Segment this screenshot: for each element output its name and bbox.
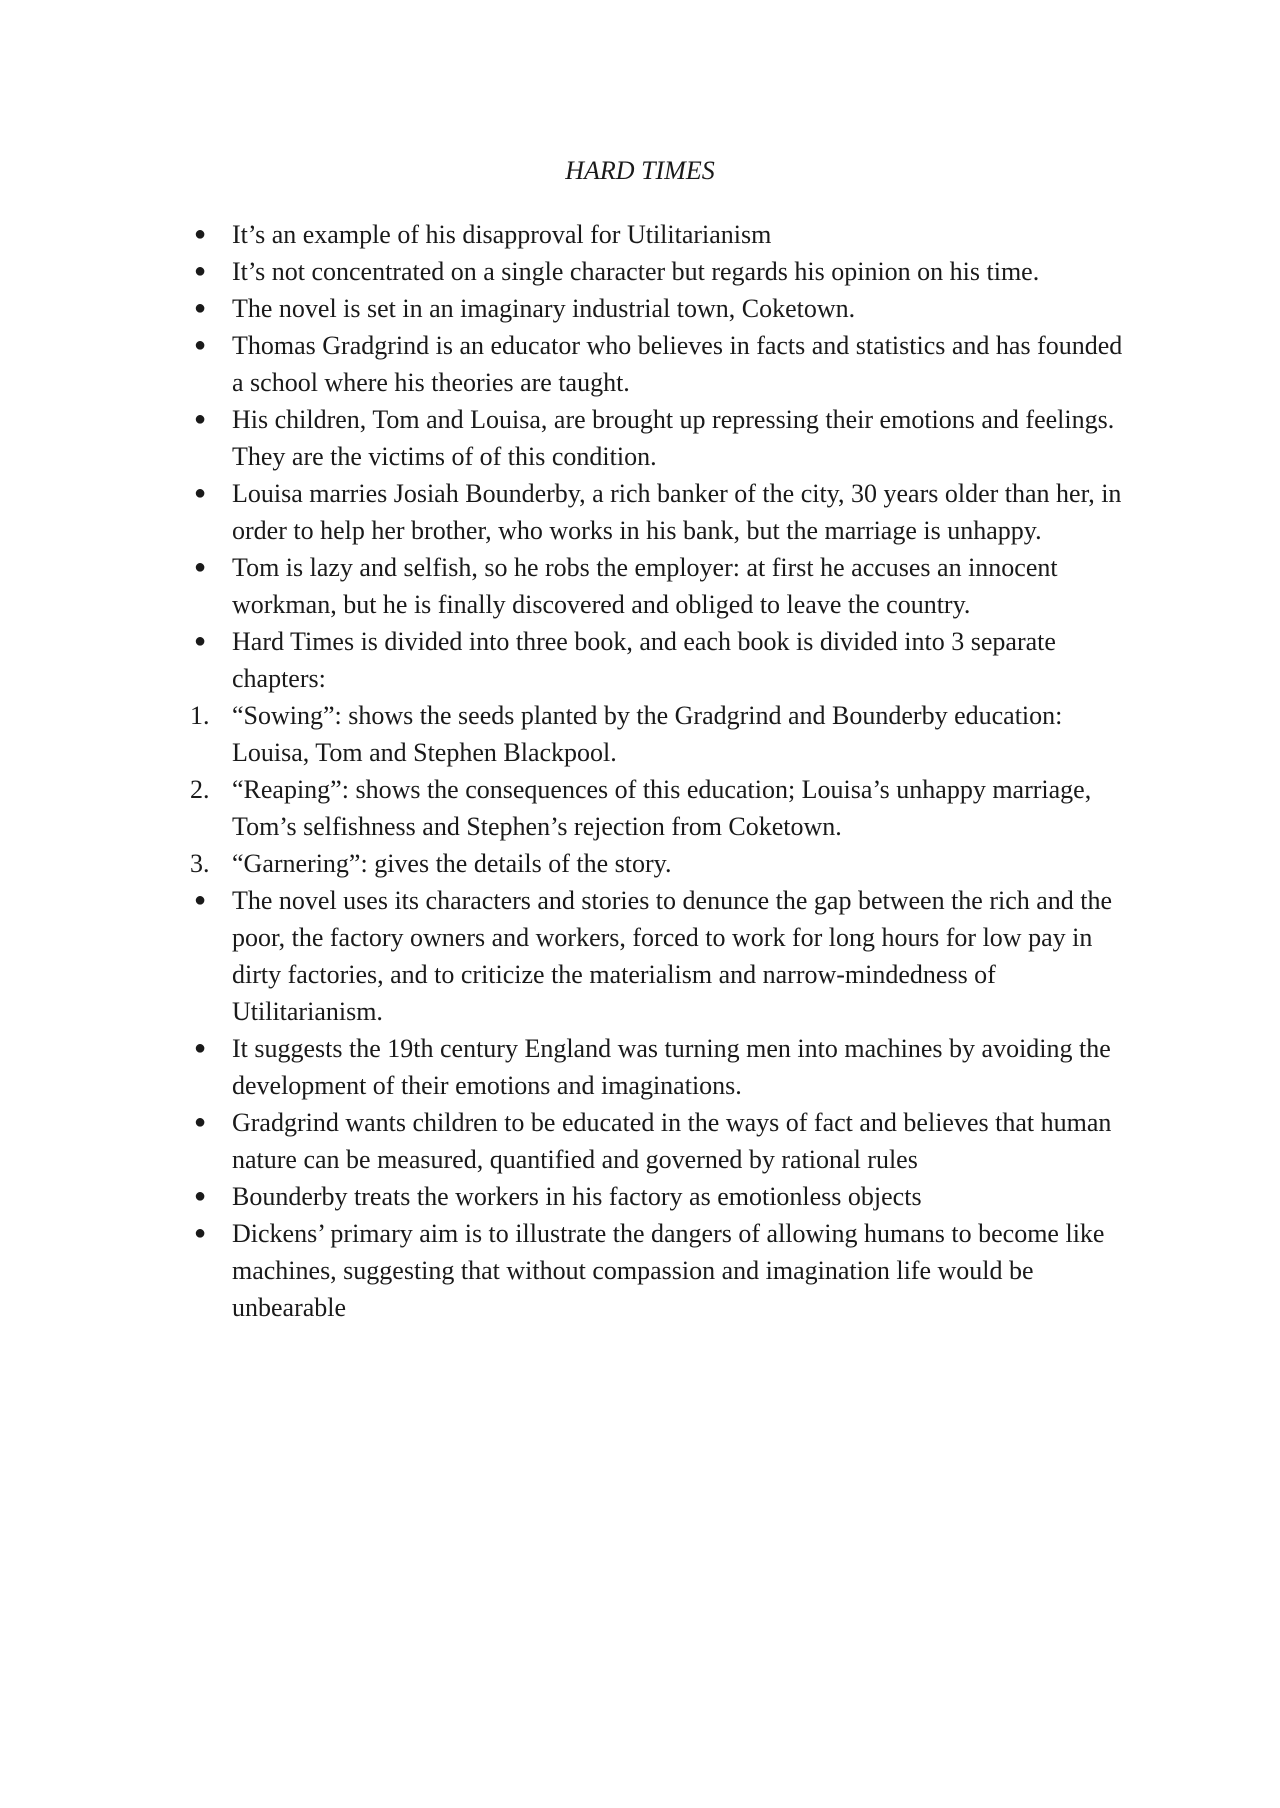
number-marker: 3.	[190, 849, 210, 878]
bullet-marker: ●	[194, 334, 207, 356]
bullet-marker: ●	[194, 1037, 207, 1059]
bullet-list-item	[194, 216, 1132, 253]
bullet-list-item	[194, 290, 1132, 327]
bullet-list-item	[194, 549, 1132, 623]
notes-list	[190, 216, 1132, 1326]
bullet-list-item	[194, 1215, 1132, 1326]
number-marker: 2.	[190, 775, 210, 804]
list-item-text: Gradgrind wants children to be educated in the ways of fact and believes that human nature can be measured, quantified and governed by rational rules	[232, 1108, 1112, 1174]
list-item-text: His children, Tom and Louisa, are brought up repressing their emotions and feelings. They are the victims of of this condition.	[232, 405, 1115, 471]
bullet-list-item	[194, 882, 1132, 1030]
bullet-list-item	[194, 475, 1132, 549]
bullet-marker: ●	[194, 556, 207, 578]
bullet-list-item	[194, 327, 1132, 401]
list-item-text: The novel is set in an imaginary industrial town, Coketown.	[232, 294, 856, 323]
list-item-text: Dickens’ primary aim is to illustrate the dangers of allowing humans to become like machines, suggesting that without compassion and imagination life would be unbearable	[232, 1219, 1105, 1322]
bullet-marker: ●	[194, 260, 207, 282]
bullet-marker: ●	[194, 1185, 207, 1207]
bullet-marker: ●	[194, 1111, 207, 1133]
numbered-list-item	[190, 771, 1132, 845]
bullet-marker: ●	[194, 297, 207, 319]
list-item-text: “Garnering”: gives the details of the story.	[232, 849, 672, 878]
bullet-list-item	[194, 623, 1132, 697]
bullet-marker: ●	[194, 408, 207, 430]
list-item-text: It suggests the 19th century England was turning men into machines by avoiding the development of their emotions and imaginations.	[232, 1034, 1111, 1100]
bullet-marker: ●	[194, 889, 207, 911]
page-title: HARD TIMES	[565, 156, 715, 185]
bullet-marker: ●	[194, 482, 207, 504]
list-item-text: Tom is lazy and selfish, so he robs the employer: at first he accuses an innocent workman, but he is finally discovered and obliged to leave the country.	[232, 553, 1058, 619]
bullet-list-item	[194, 1178, 1132, 1215]
bullet-list-item	[194, 401, 1132, 475]
bullet-marker: ●	[194, 630, 207, 652]
numbered-list-item	[190, 845, 1132, 882]
numbered-list-item	[190, 697, 1132, 771]
bullet-marker: ●	[194, 1222, 207, 1244]
list-item-text: The novel uses its characters and stories to denunce the gap between the rich and the poor, the factory owners and workers, forced to work for long hours for low pay in dirty factories, and to criticize the materialism and narrow-mindedness of Utilitarianism.	[232, 886, 1113, 1026]
list-item-text: “Reaping”: shows the consequences of this education; Louisa’s unhappy marriage, Tom’s selfishness and Stephen’s rejection from Coketown.	[232, 775, 1092, 841]
bullet-list-item	[194, 253, 1132, 290]
list-item-text: Bounderby treats the workers in his factory as emotionless objects	[232, 1182, 922, 1211]
list-item-text: It’s not concentrated on a single character but regards his opinion on his time.	[232, 257, 1040, 286]
bullet-marker: ●	[194, 223, 207, 245]
number-marker: 1.	[190, 701, 210, 730]
list-item-text: “Sowing”: shows the seeds planted by the Gradgrind and Bounderby education: Louisa, Tom and Stephen Blackpool.	[232, 701, 1063, 767]
bullet-list-item	[194, 1030, 1132, 1104]
list-item-text: It’s an example of his disapproval for Utilitarianism	[232, 220, 772, 249]
bullet-list-item	[194, 1104, 1132, 1178]
list-item-text: Hard Times is divided into three book, and each book is divided into 3 separate chapters:	[232, 627, 1056, 693]
list-item-text: Thomas Gradgrind is an educator who believes in facts and statistics and has founded a school where his theories are taught.	[232, 331, 1123, 397]
list-item-text: Louisa marries Josiah Bounderby, a rich banker of the city, 30 years older than her, in order to help her brother, who works in his bank, but the marriage is unhappy.	[232, 479, 1122, 545]
